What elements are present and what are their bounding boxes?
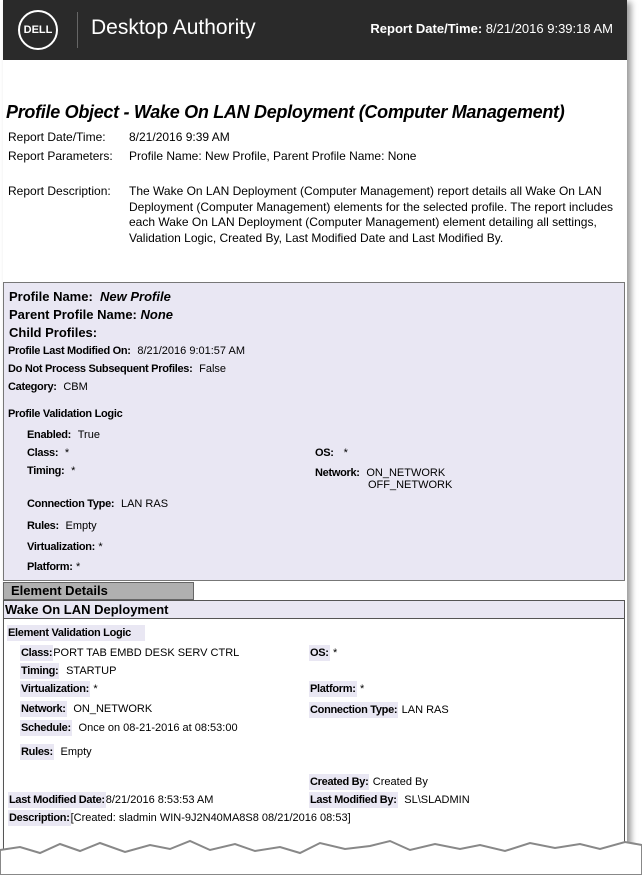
profile-name: Profile Name: New Profile — [9, 289, 171, 304]
element-network: Network: ON_NETWORK — [21, 703, 153, 715]
param-value: Profile Name: New Profile, Parent Profile Name: None — [129, 149, 417, 163]
element-validation-logic-title: Element Validation Logic — [7, 625, 145, 641]
divider — [77, 12, 78, 48]
report-description: The Wake On LAN Deployment (Computer Management) report details all Wake On LAN Deployment (Computer Management) elements for the selected profile. The report includes each Wake On LAN Deployment (Computer Management) element detailing all settings, Validation Logic, Created By, Last Modified Date and Last Modified By. — [129, 184, 614, 245]
param-label: Report Parameters: — [8, 149, 113, 163]
profile-last-modified: Profile Last Modified On: 8/21/2016 9:01:57 AM — [8, 345, 245, 357]
param-value: 8/21/2016 9:39 AM — [129, 130, 230, 144]
param-label: Report Description: — [8, 184, 111, 198]
timing: Timing: * — [27, 465, 76, 477]
page-title: Profile Object - Wake On LAN Deployment (Computer Management) — [6, 102, 565, 122]
rules: Rules: Empty — [27, 520, 97, 532]
network: Network: ON_NETWORK — [315, 467, 446, 479]
class: Class: * — [27, 447, 70, 459]
element-virtualization: Virtualization: * — [21, 683, 98, 695]
os: OS: * — [315, 447, 348, 459]
connection-type: Connection Type: LAN RAS — [27, 498, 169, 510]
element-rules: Rules: Empty — [21, 746, 92, 758]
parent-profile-name: Parent Profile Name: None — [9, 307, 173, 322]
header-report-datetime: Report Date/Time: 8/21/2016 9:39:18 AM — [370, 21, 613, 36]
element-timing: Timing: STARTUP — [21, 665, 117, 677]
category: Category: CBM — [8, 381, 88, 393]
element-details-tab[interactable]: Element Details — [3, 582, 194, 600]
virtualization: Virtualization: * — [27, 541, 103, 553]
platform: Platform: * — [27, 561, 81, 573]
element-connection-type: Connection Type: LAN RAS — [310, 704, 449, 716]
profile-validation-logic-title: Profile Validation Logic — [8, 408, 123, 420]
report-header — [3, 0, 627, 60]
last-modified-by: Last Modified By: SL\SLADMIN — [310, 794, 470, 806]
param-label: Report Date/Time: — [8, 130, 106, 144]
do-not-process: Do Not Process Subsequent Profiles: False — [8, 363, 227, 375]
last-modified-date: Last Modified Date:8/21/2016 8:53:53 AM — [9, 794, 214, 806]
enabled: Enabled: True — [27, 429, 100, 441]
child-profiles: Child Profiles: — [9, 325, 98, 340]
created-by: Created By: Created By — [310, 776, 428, 788]
element-os: OS: * — [310, 647, 338, 659]
element-class: Class:PORT TAB EMBD DESK SERV CTRL — [21, 647, 240, 659]
element-description: Description:[Created: sladmin WIN-9J2N40MA8S8 08/21/2016 08:53] — [9, 812, 351, 824]
dell-logo: DELL — [18, 10, 58, 50]
network-value: OFF_NETWORK — [368, 479, 453, 491]
element-name-header: Wake On LAN Deployment — [3, 600, 625, 619]
torn-edge — [0, 835, 642, 875]
element-platform: Platform: * — [310, 683, 365, 695]
app-title: Desktop Authority — [91, 16, 256, 39]
element-schedule: Schedule: Once on 08-21-2016 at 08:53:00 — [21, 722, 238, 734]
